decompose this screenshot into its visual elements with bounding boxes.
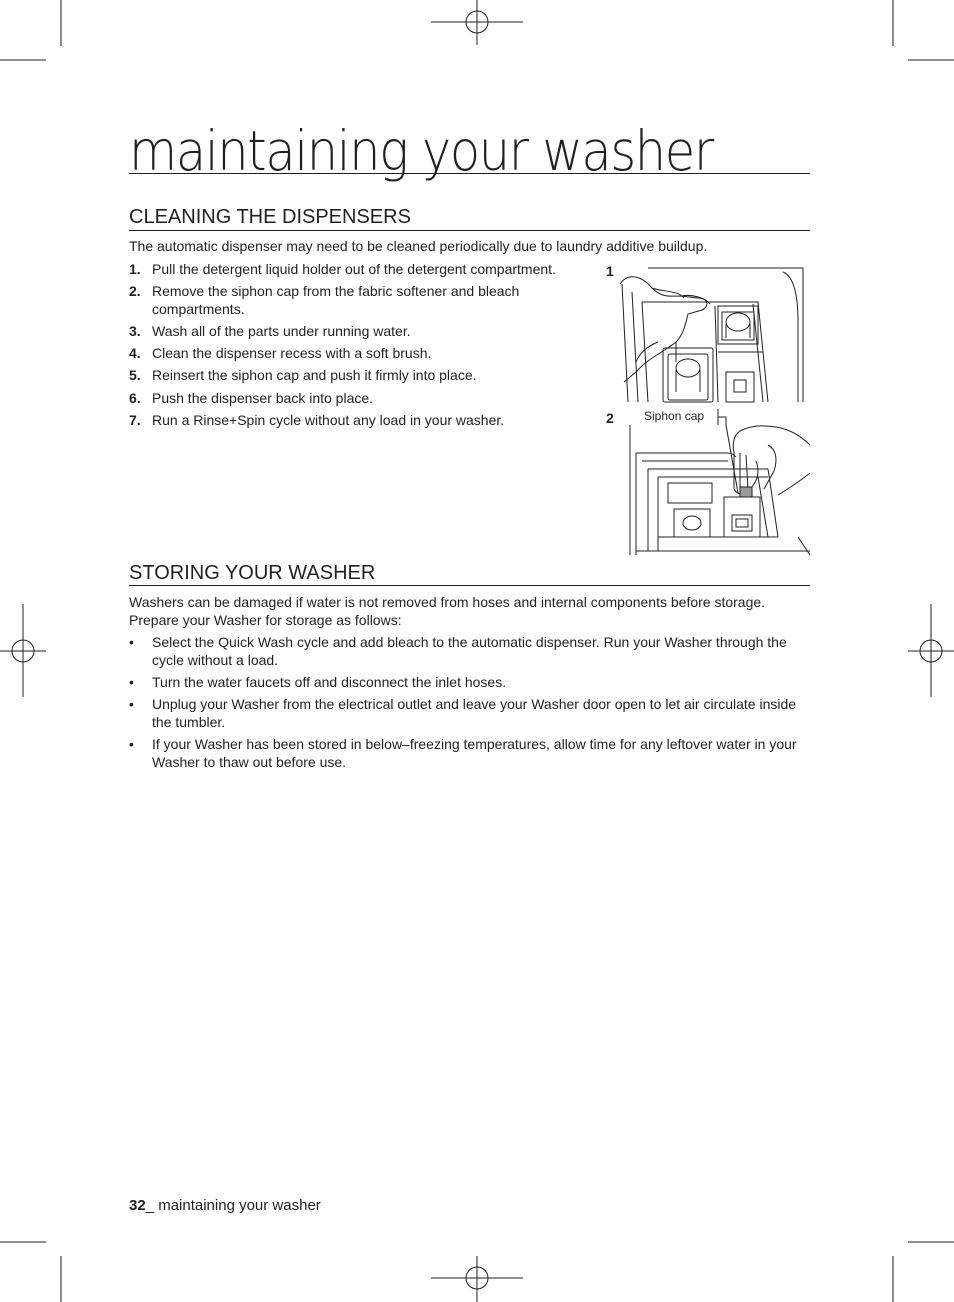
list-item bbox=[129, 695, 810, 731]
list-item bbox=[129, 735, 810, 771]
figure-1-illustration bbox=[618, 262, 808, 404]
registration-target-right bbox=[908, 604, 954, 697]
bullet-symbol: • bbox=[129, 634, 134, 650]
step-text: Clean the dispenser recess with a soft brush. bbox=[152, 345, 432, 361]
page-number: 32 bbox=[129, 1197, 146, 1214]
list-item bbox=[129, 411, 579, 429]
step-number: 2. bbox=[129, 283, 141, 299]
storing-intro-line2: Prepare your Washer for storage as follows: bbox=[129, 612, 402, 628]
list-item bbox=[129, 344, 579, 362]
step-text: Reinsert the siphon cap and push it firmly into place. bbox=[152, 367, 477, 383]
registration-target-left bbox=[0, 604, 46, 697]
siphon-cap-label: Siphon cap bbox=[644, 409, 705, 423]
storing-heading-rule bbox=[129, 585, 810, 586]
cleaning-intro: The automatic dispenser may need to be cleaned periodically due to laundry additive buildup. bbox=[129, 238, 708, 254]
list-item bbox=[129, 673, 810, 691]
step-text: Pull the detergent liquid holder out of the detergent compartment. bbox=[152, 261, 556, 277]
bullet-text: Turn the water faucets off and disconnect the inlet hoses. bbox=[152, 674, 507, 690]
list-item bbox=[129, 282, 579, 318]
cleaning-heading-rule bbox=[129, 230, 810, 231]
step-text-post: cycle without any load in your washer. bbox=[265, 412, 505, 428]
bullet-symbol: • bbox=[129, 674, 134, 690]
step-number: 5. bbox=[129, 367, 141, 383]
list-item bbox=[129, 322, 579, 340]
cycle-name: Rinse+Spin bbox=[193, 412, 266, 428]
registration-target-bottom bbox=[431, 1256, 523, 1302]
title-rule bbox=[129, 173, 810, 174]
bullet-symbol: • bbox=[129, 736, 134, 752]
page-title: maintaining your washer bbox=[129, 119, 713, 183]
bullet-text: Unplug your Washer from the electrical outlet and leave your Washer door open to let air circulate inside the tumbler. bbox=[152, 696, 797, 730]
step-text bbox=[152, 411, 504, 429]
step-text: Remove the siphon cap from the fabric softener and bleach compartments. bbox=[152, 283, 520, 317]
storing-bullets bbox=[129, 633, 810, 773]
step-text: Wash all of the parts under running water. bbox=[152, 323, 411, 339]
storing-intro-line1: Washers can be damaged if water is not removed from hoses and internal components before storage. bbox=[129, 594, 766, 610]
page-footer bbox=[129, 1197, 321, 1215]
bullet-text: Select the Quick Wash cycle and add bleach to the automatic dispenser. Run your Washer through the cycle without a load. bbox=[152, 634, 787, 668]
step-number: 7. bbox=[129, 412, 141, 428]
list-item bbox=[129, 389, 579, 407]
step-number: 4. bbox=[129, 345, 141, 361]
step-number: 6. bbox=[129, 390, 141, 406]
bullet-symbol: • bbox=[129, 696, 134, 712]
figure-2-number: 2 bbox=[606, 410, 614, 426]
figure-2-illustration bbox=[628, 405, 810, 557]
cleaning-heading: CLEANING THE DISPENSERS bbox=[129, 206, 411, 228]
storing-heading: STORING YOUR WASHER bbox=[129, 562, 376, 584]
footer-separator: _ bbox=[145, 1197, 155, 1214]
step-text: Push the dispenser back into place. bbox=[152, 390, 374, 406]
list-item bbox=[129, 366, 579, 384]
footer-section: maintaining your washer bbox=[158, 1197, 321, 1214]
list-item bbox=[129, 260, 579, 278]
step-number: 1. bbox=[129, 261, 141, 277]
siphon-cap-shape bbox=[740, 487, 752, 497]
cleaning-steps bbox=[129, 260, 579, 440]
step-text-pre: Run a bbox=[152, 412, 194, 428]
bullet-text: If your Washer has been stored in below–freezing temperatures, allow time for any leftover water in your Washer to thaw out before use. bbox=[152, 736, 797, 770]
step-number: 3. bbox=[129, 323, 141, 339]
registration-target-top bbox=[431, 0, 523, 45]
figure-1-number: 1 bbox=[606, 263, 614, 279]
list-item bbox=[129, 633, 810, 669]
